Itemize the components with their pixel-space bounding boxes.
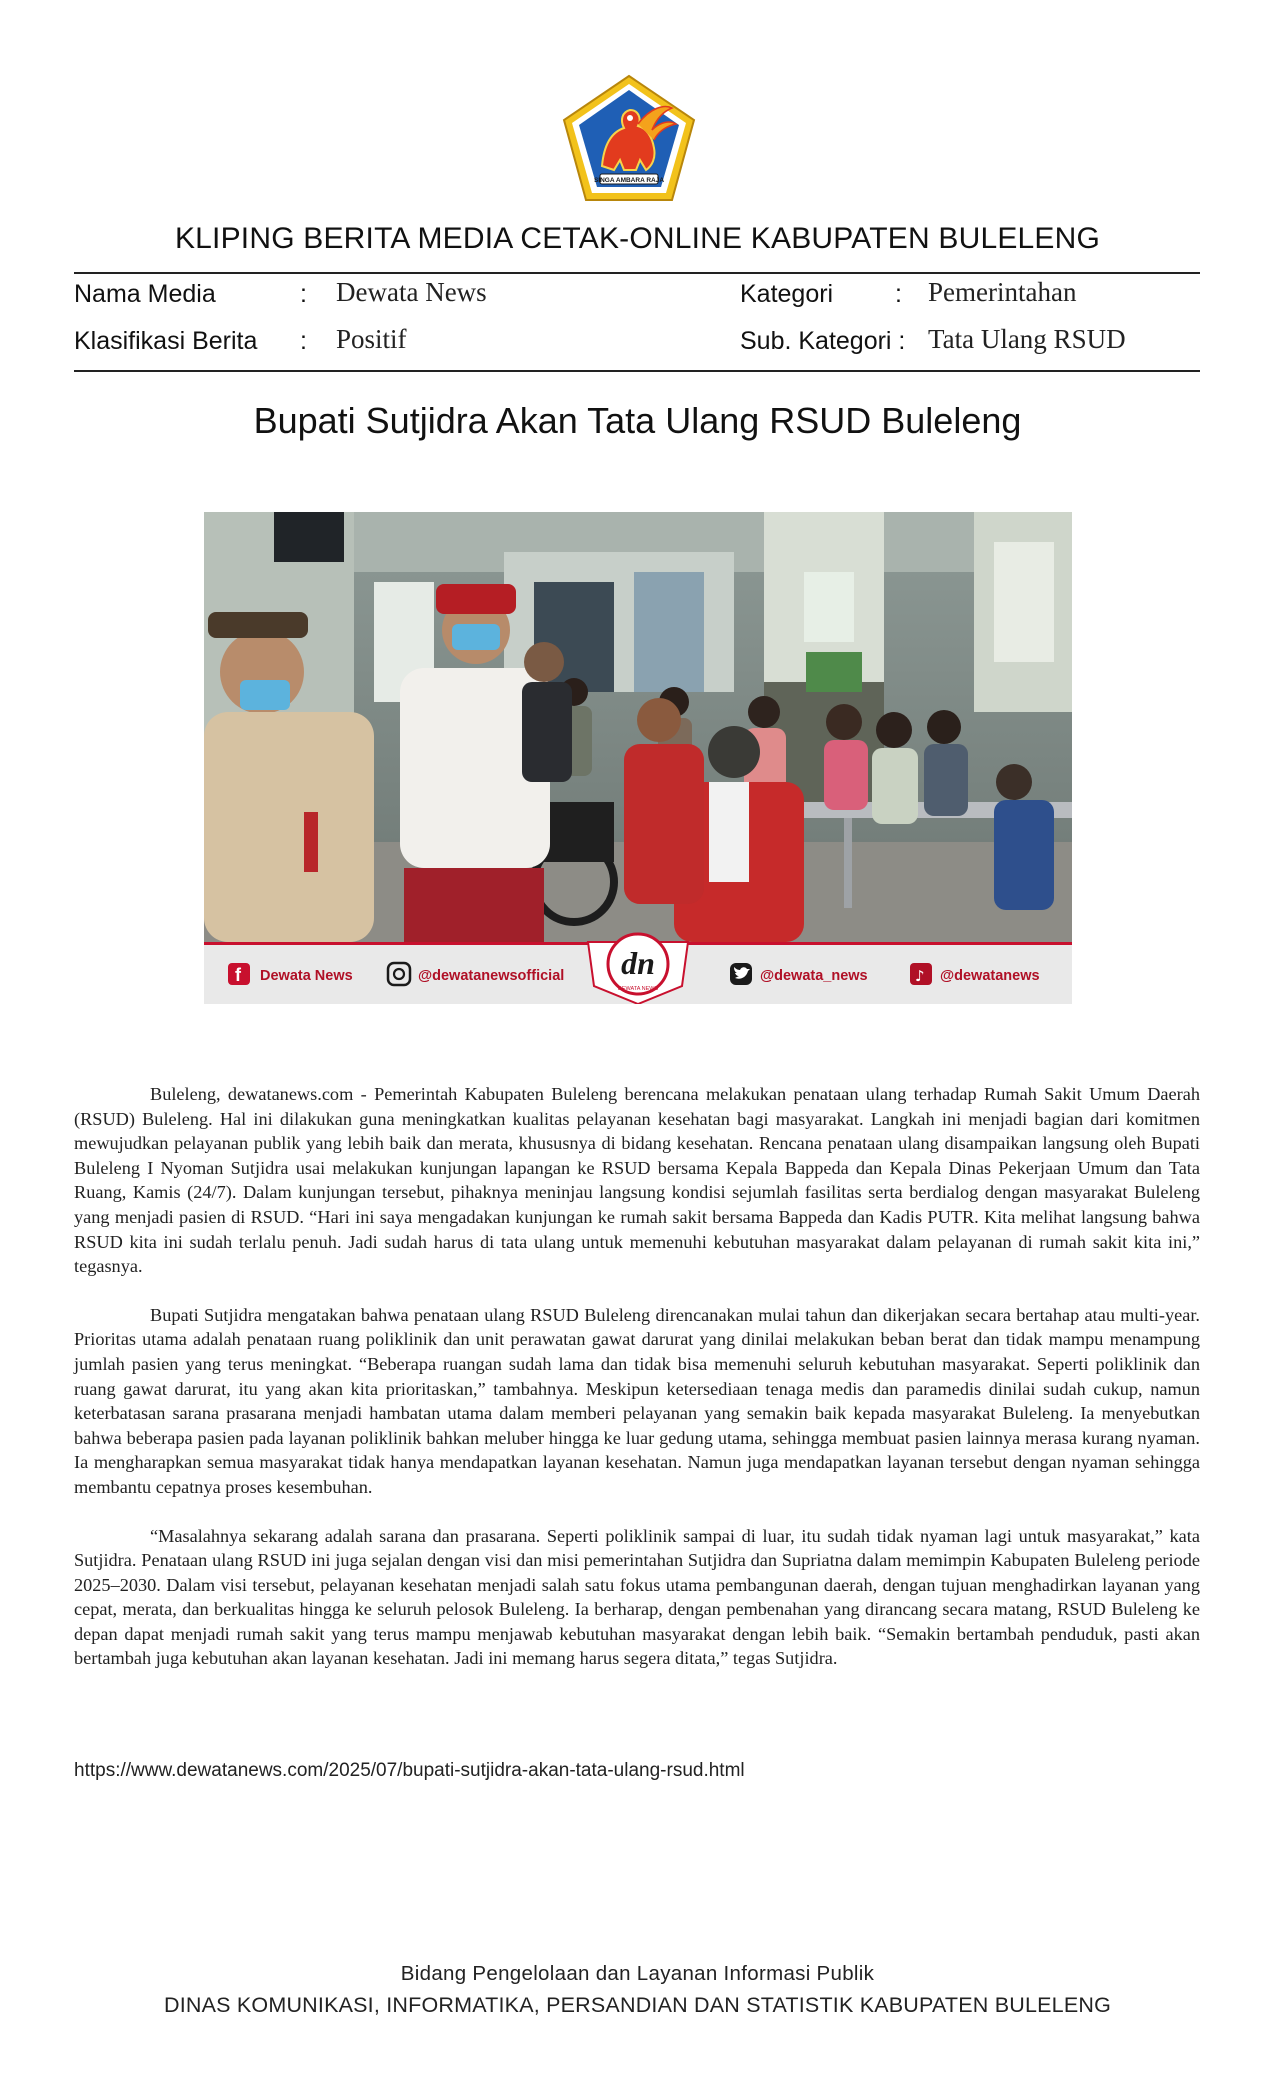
svg-text:dn: dn — [621, 945, 655, 981]
media-name-label: Nama Media — [74, 280, 216, 308]
svg-text:♪: ♪ — [915, 967, 925, 985]
article-paragraph-2: Bupati Sutjidra mengatakan bahwa penataan ulang RSUD Buleleng direncanakan mulai tahun dan dikerjakan secara bertahap atau multi-year. Prioritas utama adalah penataan ruang poliklinik dan unit perawatan gawat darurat yang dinilai melakukan beban berat dan tidak mampu menampung jumlah pasien yang terus meningkat. “Beberapa ruangan sudah lama dan tidak bisa memenuhi seluruh kebutuhan masyarakat. Seperti poliklinik dan ruang gawat darurat, itu yang akan kita prioritaskan,” tambahnya. Meskipun ketersediaan tenaga medis dan paramedis dinilai sudah cukup, namun keterbatasan sarana prasarana menjadi hambatan utama dalam memberi pelayanan yang semakin baik kepada masyarakat Buleleng. Ia menyebutkan bahwa beberapa pasien pada layanan poliklinik bahkan meluber hingga ke luar gedung utama, sehingga membuat pasien lainnya merasa kurang nyaman. Ia mengharapkan semua masyarakat tidak hanya mendapatkan layanan kesehatan. Namun juga mendapatkan layanan tersebut dengan nyaman sehingga membantu cepatnya proses kesembuhan. — [74, 1304, 1200, 1497]
category-label: Kategori — [740, 280, 834, 308]
instagram-handle: @dewatanewsofficial — [418, 968, 565, 984]
buleleng-emblem-logo — [560, 74, 698, 202]
article-body — [74, 1082, 1200, 1695]
article-headline: Bupati Sutjidra Akan Tata Ulang RSUD Buleleng — [253, 400, 1022, 441]
divider-top — [74, 272, 1200, 274]
emblem-motto: SINGA AMBARA RAJA — [593, 177, 665, 184]
category-value: Pemerintahan — [928, 277, 1077, 307]
media-name-value: Dewata News — [336, 277, 487, 307]
divider-bottom — [74, 370, 1200, 372]
document-title: KLIPING BERITA MEDIA CETAK-ONLINE KABUPATEN BULELENG — [174, 222, 1101, 255]
subcategory-label: Sub. Kategori : — [740, 327, 906, 355]
svg-text:f: f — [235, 965, 241, 985]
classification-value: Positif — [336, 324, 407, 354]
source-url[interactable]: https://www.dewatanews.com/2025/07/bupati-sutjidra-akan-tata-ulang-rsud.html — [74, 1760, 745, 1781]
twitter-handle: @dewata_news — [760, 968, 868, 984]
classification-colon: : — [300, 327, 307, 355]
classification-label: Klasifikasi Berita — [74, 327, 258, 355]
category-colon: : — [895, 280, 902, 308]
media-name-colon: : — [300, 280, 307, 308]
article-paragraph-3: “Masalahnya sekarang adalah sarana dan prasarana. Seperti poliklinik sampai di luar, itu sudah tidak nyaman lagi untuk masyarakat,” kata Sutjidra. Penataan ulang RSUD ini juga sejalan dengan visi dan misi pemerintahan Sutjidra dan Supriatna dalam memimpin Kabupaten Buleleng periode 2025–2030. Dalam visi tersebut, pelayanan kesehatan menjadi salah satu fokus utama pembangunan daerah, dengan tujuan menghadirkan layanan yang cepat, merata, dan berkualitas hingga ke seluruh pelosok Buleleng. Ia berharap, dengan pembenahan yang dirancang secara matang, RSUD Buleleng ke depan dapat menjadi rumah sakit yang terus mampu menjawab kebutuhan masyarakat dengan lebih baik. “Semakin bertambah penduduk, pasti akan bertambah juga kebutuhan akan layanan kesehatan. Jadi ini memang harus segera ditata,” tegas Sutjidra. — [74, 1525, 1200, 1669]
footer-division: Bidang Pengelolaan dan Layanan Informasi Publik — [400, 1962, 875, 1985]
svg-text:DEWATA NEWS: DEWATA NEWS — [617, 986, 659, 992]
footer-agency: DINAS KOMUNIKASI, INFORMATIKA, PERSANDIAN DAN STATISTIK KABUPATEN BULELENG — [163, 1993, 1112, 2017]
subcategory-value: Tata Ulang RSUD — [928, 324, 1126, 354]
facebook-handle: Dewata News — [260, 968, 353, 984]
news-photo — [204, 512, 1072, 1004]
tiktok-handle: @dewatanews — [940, 968, 1040, 984]
article-paragraph-1: Buleleng, dewatanews.com - Pemerintah Kabupaten Buleleng berencana melakukan penataan ulang terhadap Rumah Sakit Umum Daerah (RSUD) Buleleng. Hal ini dilakukan guna meningkatkan kualitas pelayanan kesehatan bagi masyarakat. Langkah ini menjadi bagian dari komitmen mewujudkan pelayanan publik yang lebih baik dan merata, khususnya di bidang kesehatan. Rencana penataan ulang disampaikan langsung oleh Bupati Buleleng I Nyoman Sutjidra usai melakukan kunjungan lapangan ke RSUD bersama Kepala Bappeda dan Kepala Dinas Pekerjaan Umum dan Tata Ruang, Kamis (24/7). Dalam kunjungan tersebut, pihaknya meninjau langsung kondisi sejumlah fasilitas serta berdialog dengan masyarakat Buleleng yang menjadi pasien di RSUD. “Hari ini saya mengadakan kunjungan ke rumah sakit bersama Bappeda dan Kadis PUTR. Kita melihat langsung bahwa RSUD kita ini sudah terlalu penuh. Jadi sudah harus di tata ulang untuk memenuhi kebutuhan masyarakat dalam pelayanan di rumah sakit kita ini,” tegasnya. — [74, 1084, 1200, 1277]
